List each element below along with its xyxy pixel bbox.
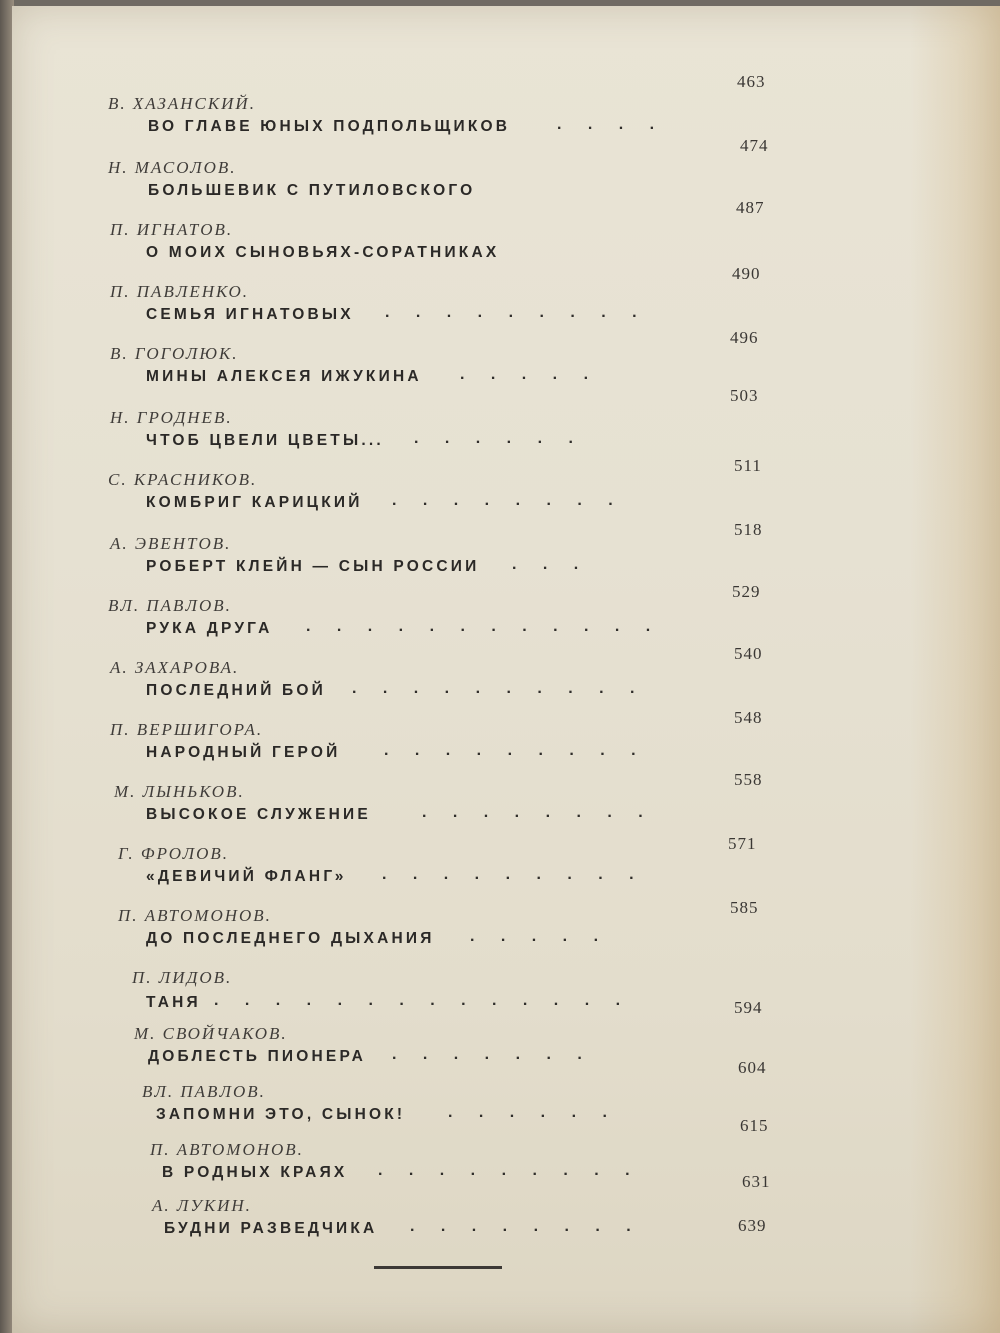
entry-page-number: 571: [728, 834, 757, 853]
entry-author: П. ПАВЛЕНКО.: [110, 282, 250, 301]
entry-leader-dots: . . . . . . . . .: [384, 742, 647, 759]
toc-entry: [12, 1196, 1000, 1256]
toc-entry: [12, 834, 1000, 904]
entry-page-number: 548: [734, 708, 763, 727]
toc-entry: [12, 1140, 1000, 1200]
entry-page-number: 631: [742, 1172, 771, 1191]
entry-leader-dots: . . . . .: [460, 366, 600, 383]
entry-leader-dots: . . . . . .: [448, 1104, 618, 1121]
entry-author: А. ЛУКИН.: [152, 1196, 252, 1215]
entry-title: «ДЕВИЧИЙ ФЛАНГ»: [146, 868, 347, 885]
entry-leader-dots: . . . . . . . .: [422, 804, 654, 821]
entry-title: ВЫСОКОЕ СЛУЖЕНИЕ: [146, 806, 371, 823]
entry-page-number: 604: [738, 1058, 767, 1077]
entry-leader-dots: . . . . . . . .: [410, 1218, 642, 1235]
entry-leader-dots: . . . . . . . . .: [382, 866, 645, 883]
entry-title: ЗАПОМНИ ЭТО, СЫНОК!: [156, 1106, 406, 1123]
toc-entry: [12, 198, 1000, 280]
toc-entry: [12, 644, 1000, 718]
toc-entry: [12, 968, 1000, 1028]
entry-leader-dots: . . . . . . .: [392, 1046, 593, 1063]
toc-entry: [12, 328, 1000, 404]
entry-page-number: 518: [734, 520, 763, 539]
entry-title: СЕМЬЯ ИГНАТОВЫХ: [146, 306, 354, 323]
entry-page-number: 594: [734, 998, 763, 1017]
toc-entry: [12, 582, 1000, 656]
entry-author: В. ХАЗАНСКИЙ.: [108, 94, 256, 113]
entry-author: М. ЛЫНЬКОВ.: [114, 782, 245, 801]
entry-author: А. ЭВЕНТОВ.: [110, 534, 232, 553]
entry-author: С. КРАСНИКОВ.: [108, 470, 258, 489]
toc-entry: [12, 72, 1000, 154]
entry-page-number: 503: [730, 386, 759, 405]
entry-leader-dots: . . . . . . . . . . . . . .: [214, 992, 632, 1009]
toc-entry: [12, 386, 1000, 468]
entry-title: РУКА ДРУГА: [146, 620, 273, 637]
entry-title: ТАНЯ: [146, 994, 201, 1011]
toc-entry: [12, 770, 1000, 842]
toc-entry: [12, 708, 1000, 780]
entry-leader-dots: . . . . . . . .: [392, 492, 624, 509]
entry-page-number: 474: [740, 136, 769, 155]
toc-entry: [12, 1024, 1000, 1084]
entry-title: РОБЕРТ КЛЕЙН — СЫН РОССИИ: [146, 558, 480, 575]
entry-title: ДОБЛЕСТЬ ПИОНЕРА: [148, 1048, 367, 1065]
entry-author: П. ЛИДОВ.: [132, 968, 233, 987]
closing-rule: [374, 1266, 502, 1269]
entry-title: БОЛЬШЕВИК С ПУТИЛОВСКОГО: [148, 182, 476, 199]
toc-entry: [12, 136, 1000, 218]
entry-leader-dots: . . . . .: [470, 928, 610, 945]
entry-title: В РОДНЫХ КРАЯХ: [162, 1164, 348, 1181]
entry-author: П. АВТОМОНОВ.: [118, 906, 272, 925]
entry-leader-dots: . . . . . . . . . .: [352, 680, 646, 697]
toc-entry: [12, 264, 1000, 342]
entry-author: ВЛ. ПАВЛОВ.: [142, 1082, 266, 1101]
entry-author: М. СВОЙЧАКОВ.: [134, 1024, 288, 1043]
entry-page-number: 463: [737, 72, 766, 91]
entry-page-number: 615: [740, 1116, 769, 1135]
toc-entry: [12, 520, 1000, 594]
entry-title: ВО ГЛАВЕ ЮНЫХ ПОДПОЛЬЩИКОВ: [148, 118, 511, 135]
entry-leader-dots: . . . .: [557, 116, 666, 133]
entry-title: НАРОДНЫЙ ГЕРОЙ: [146, 744, 341, 761]
entry-title: БУДНИ РАЗВЕДЧИКА: [164, 1220, 378, 1237]
entry-page-number: 558: [734, 770, 763, 789]
entry-leader-dots: . . . . . . . . . . . .: [306, 618, 662, 635]
entry-author: П. ИГНАТОВ.: [110, 220, 234, 239]
entry-leader-dots: . . . . . . . . .: [385, 304, 648, 321]
entry-author: В. ГОГОЛЮК.: [110, 344, 239, 363]
entry-page-number: 496: [730, 328, 759, 347]
entry-author: А. ЗАХАРОВА.: [110, 658, 240, 677]
toc-entry: [12, 456, 1000, 530]
entry-title: ЧТОБ ЦВЕЛИ ЦВЕТЫ...: [146, 432, 384, 449]
entry-page-number: 540: [734, 644, 763, 663]
entry-page-number: 490: [732, 264, 761, 283]
entry-author: ВЛ. ПАВЛОВ.: [108, 596, 232, 615]
entry-title: МИНЫ АЛЕКСЕЯ ИЖУКИНА: [146, 368, 422, 385]
book-page: [12, 6, 1000, 1333]
entry-author: Н. МАСОЛОВ.: [108, 158, 237, 177]
entry-page-number: 487: [736, 198, 765, 217]
entry-page-number: 511: [734, 456, 762, 475]
entry-page-number: 585: [730, 898, 759, 917]
entry-leader-dots: . . .: [512, 556, 590, 573]
entry-author: П. ВЕРШИГОРА.: [110, 720, 264, 739]
entry-title: ДО ПОСЛЕДНЕГО ДЫХАНИЯ: [146, 930, 435, 947]
toc-entry: [12, 1082, 1000, 1142]
entry-page-number: 529: [732, 582, 761, 601]
entry-leader-dots: . . . . . .: [414, 430, 584, 447]
entry-author: Г. ФРОЛОВ.: [118, 844, 230, 863]
entry-title: О МОИХ СЫНОВЬЯХ-СОРАТНИКАХ: [146, 244, 500, 261]
entry-title: КОМБРИГ КАРИЦКИЙ: [146, 494, 363, 511]
entry-title: ПОСЛЕДНИЙ БОЙ: [146, 682, 326, 699]
entry-leader-dots: . . . . . . . . .: [378, 1162, 641, 1179]
entry-author: П. АВТОМОНОВ.: [150, 1140, 304, 1159]
table-of-contents: [12, 6, 1000, 1333]
toc-entry: [12, 898, 1000, 966]
entry-author: Н. ГРОДНЕВ.: [110, 408, 233, 427]
entry-page-number: 639: [738, 1216, 767, 1235]
